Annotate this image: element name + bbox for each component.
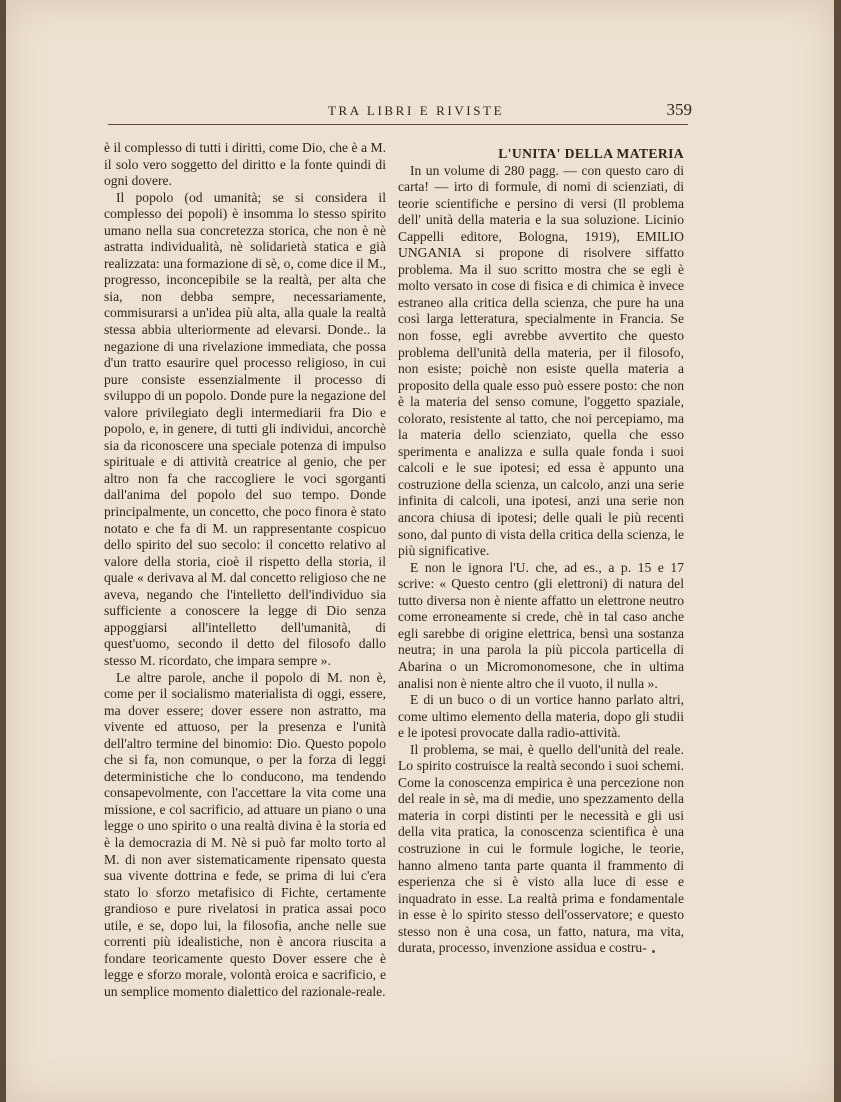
header-rule	[108, 124, 688, 125]
paragraph: E non le ignora l'U. che, ad es., a p. 15 e 17 scrive: « Questo centro (gli elettroni) di natura del tutto diversa non è niente affatto un elettrone neutro come erroneamente si crede, chè in tal caso anche egli sarebbe di origine elettrica, bensì una sostanza neutra; in una parola la più piccola particella di Abarina o un Micromonomesone, che in ultima analisi non è niente altro che il vuoto, il nulla ».	[398, 559, 684, 691]
paragraph: Il popolo (od umanità; se si considera il complesso dei popoli) è insomma lo stesso spirito umano nella sua concretezza storica, che non è nè astratta individualità, nè solidarietà statica e già realizzata: una formazione di sè, o, come dice il M., progresso, inconcepibile se la realtà, per alta che sia, non debba sempre, necessariamente, commisurarsi a un'idea più alta, alla quale la realtà stessa abbia ulteriormente ad elevarsi. Donde.. la negazione di una rivelazione immediata, che possa d'un tratto esaurire quel processo religioso, in cui pure consiste essenzialmente il processo di sviluppo di un popolo. Donde pure la negazione del valore privilegiato degli intermediarii fra Dio e popolo, e, in genere, di tutti gli individui, ancorchè sia da riconoscere una speciale potenza di impulso spirituale e di attività creatrice al genio, che per altro non fa che raccogliere le voci sgorganti dall'anima del popolo del suo tempo. Donde principalmente, un concetto, che poco finora è stato notato e che fa di M. un rappresentante cospicuo dello spirito del suo secolo: il concetto relativo al valore della storia, cioè il rispetto della storia, il quale « derivava al M. dal concetto religioso che ne aveva, negando che l'intelletto dell'individuo sia sufficiente a conoscere la legge di Dio senza appoggiarsi all'intelletto dell'umanità, di quest'uomo, secondo il detto del filosofo dallo stesso M. ricordato, che impara sempre ».	[104, 189, 386, 668]
ink-speck	[652, 950, 655, 953]
paragraph: è il complesso di tutti i diritti, come Dio, che è a M. il solo vero soggetto del diritto e la fonte quindi di ogni dovere.	[104, 140, 386, 189]
paragraph: Il problema, se mai, è quello dell'unità del reale. Lo spirito costruisce la realtà secondo i suoi schemi. Come la conoscenza empirica è una percezione non del reale in sè, ma di medie, uno spezzamento della materia in corpi distinti per le necessità e gli usi della vita pratica, la conoscenza scientifica è una costruzione in cui le formule logiche, le teorie, hanno almeno tanta parte quanta il frammento di esperienza che si è visto alla luce di esse e inquadrato in esse. La realtà prima e fondamentale in esse è lo spirito stesso dell'osservatore; e questo stesso non è una cosa, un fatto, natura, ma vita, durata, processo, invenzione assidua e costru-	[398, 741, 684, 956]
left-column	[104, 140, 386, 1000]
page-number: 359	[666, 100, 692, 119]
article-title: L'UNITA' DELLA MATERIA	[498, 146, 684, 161]
running-head: TRA LIBRI E RIVISTE	[328, 103, 505, 118]
paragraph: In un volume di 280 pagg. — con questo caro di carta! — irto di formule, di nomi di scienziati, di teorie scientifiche e persino di versi (Il problema dell' unità della materia e la sua soluzione. Licinio Cappelli editore, Bologna, 1919), EMILIO UNGANIA si propone di risolvere siffatto problema. Ma il suo scritto mostra che se egli è molto versato in cose di fisica e di chimica è invece estraneo alla critica della scienza, che pure ha una così larga letteratura, specialmente in Francia. Se non fosse, egli avrebbe avvertito che questo problema dell'unità della materia, per il filosofo, non esiste; poichè non esiste quella materia a proposito della quale esso può essere posto: che non è la materia del senso comune, l'oggetto spaziale, colorato, resistente al tatto, che noi percepiamo, ma la materia dello scienziato, quella che esso sperimenta e analizza e sulla quale fonda i suoi calcoli e le sue ipotesi; ed essa è appunto una costruzione della scienza, un calcolo, anzi una serie infinita di calcoli, una ipotesi, anzi una serie non ancora chiusa di ipotesi; delle quali le più recenti sono, dal punto di vista della critica della scienza, le più significative.	[398, 162, 684, 559]
paragraph: Le altre parole, anche il popolo di M. non è, come per il socialismo materialista di oggi, essere, ma dover essere; dover essere non astratto, ma vivente ed attuoso, per la presenza e l'unità dell'altro termine del binomio: Dio. Questo popolo che si fa, non comunque, o per la forza di leggi deterministiche che lo conducono, ma tendendo consapevolmente, con l'accettare la vita come una missione, e col sacrificio, ad attuare un piano o una legge o uno spirito o una realtà divina è la storia ed è la democrazia di M. Nè si può far molto torto al M. di non aver sistematicamente ripensato questa sua vivente dottrina e fede, se prima di lui c'era stato lo sforzo metafisico di Fichte, certamente grandioso e pure rivelatosi in pratica assai poco utile, e se, dopo lui, la filosofia, anche nelle sue correnti più idealistiche, non è ancora riuscita a fondare teoricamente questo Dover essere che è legge e sforzo morale, volontà eroica e sacrificio, e un semplice momento dialettico del razionale-reale.	[104, 669, 386, 999]
paragraph: E di un buco o di un vortice hanno parlato altri, come ultimo elemento della materia, dopo gli studii e le ipotesi provocate dalla radio-attività.	[398, 692, 684, 741]
page-header	[106, 100, 696, 122]
right-column	[398, 146, 684, 957]
